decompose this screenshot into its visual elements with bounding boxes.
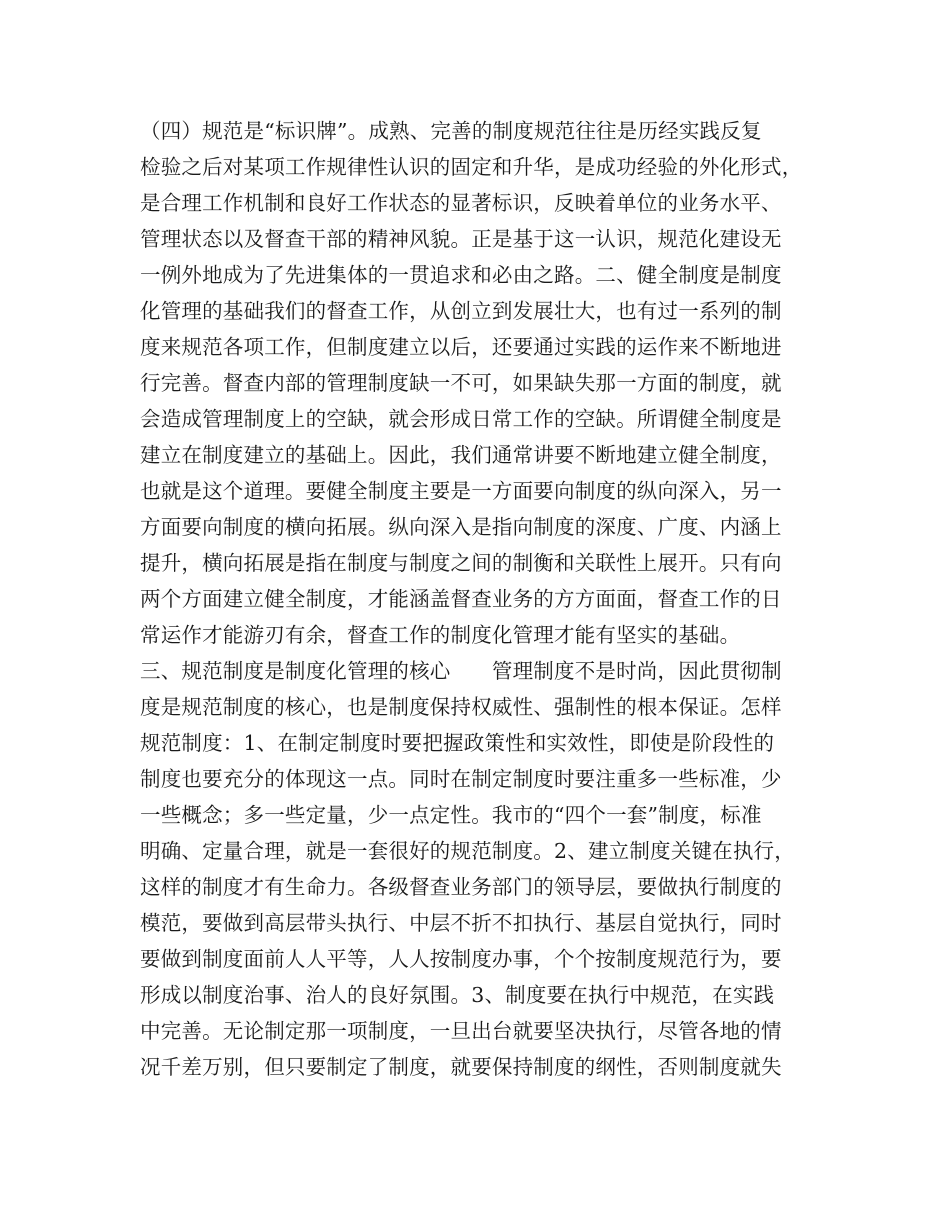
text-line: 常运作才能游刃有余，督查工作的制度化管理才能有坚实的基础。 (140, 623, 741, 647)
text-line: 行完善。督查内部的管理制度缺一不可，如果缺失那一方面的制度，就 (140, 371, 782, 395)
text-line: 方面要向制度的横向拓展。纵向深入是指向制度的深度、广度、内涵上 (140, 515, 782, 539)
text-line: 也就是这个道理。要健全制度主要是一方面要向制度的纵向深入，另一 (140, 479, 782, 503)
body-text (140, 113, 830, 1085)
text-line: 化管理的基础我们的督查工作，从创立到发展壮大，也有过一系列的制 (140, 299, 782, 323)
text-line: 度是规范制度的核心，也是制度保持权威性、强制性的根本保证。怎样 (140, 695, 782, 719)
text-line: 两个方面建立健全制度，才能涵盖督查业务的方方面面，督查工作的日 (140, 587, 782, 611)
text-line: 要做到制度面前人人平等，人人按制度办事，个个按制度规范行为，要 (140, 947, 782, 971)
text-line: 中完善。无论制定那一项制度，一旦出台就要坚决执行，尽管各地的情 (140, 1019, 782, 1043)
text-line: 会造成管理制度上的空缺，就会形成日常工作的空缺。所谓健全制度是 (140, 407, 782, 431)
text-line: 形成以制度治事、治人的良好氛围。3、制度要在执行中规范，在实践 (140, 983, 775, 1007)
text-line: 一些概念；多一些定量，少一点定性。我市的“四个一套”制度，标准 (140, 803, 762, 827)
text-line: 这样的制度才有生命力。各级督查业务部门的领导层，要做执行制度的 (140, 875, 782, 899)
text-line: 况千差万别，但只要制定了制度，就要保持制度的纲性，否则制度就失 (140, 1055, 782, 1079)
text-line: 提升，横向拓展是指在制度与制度之间的制衡和关联性上展开。只有向 (140, 551, 782, 575)
text-line: 是合理工作机制和良好工作状态的显著标识，反映着单位的业务水平、 (140, 191, 782, 215)
text-line: 明确、定量合理，就是一套很好的规范制度。2、建立制度关键在执行， (140, 839, 795, 863)
text-line: 模范，要做到高层带头执行、中层不折不扣执行、基层自觉执行，同时 (140, 911, 782, 935)
text-line: 检验之后对某项工作规律性认识的固定和升华，是成功经验的外化形式， (140, 155, 803, 179)
text-line: 管理状态以及督查干部的精神风貌。正是基于这一认识，规范化建设无 (140, 227, 782, 251)
text-line: 规范制度：1、在制定制度时要把握政策性和实效性，即使是阶段性的 (140, 731, 775, 755)
text-line: （四）规范是“标识牌”。成熟、完善的制度规范往往是历经实践反复 (140, 119, 762, 143)
text-line: 三、规范制度是制度化管理的核心 管理制度不是时尚，因此贯彻制 (140, 659, 782, 683)
text-line: 制度也要充分的体现这一点。同时在制定制度时要注重多一些标准，少 (140, 767, 782, 791)
text-line: 建立在制度建立的基础上。因此，我们通常讲要不断地建立健全制度， (140, 443, 782, 467)
text-line: 一例外地成为了先进集体的一贯追求和必由之路。二、健全制度是制度 (140, 263, 782, 287)
text-line: 度来规范各项工作，但制度建立以后，还要通过实践的运作来不断地进 (140, 335, 782, 359)
